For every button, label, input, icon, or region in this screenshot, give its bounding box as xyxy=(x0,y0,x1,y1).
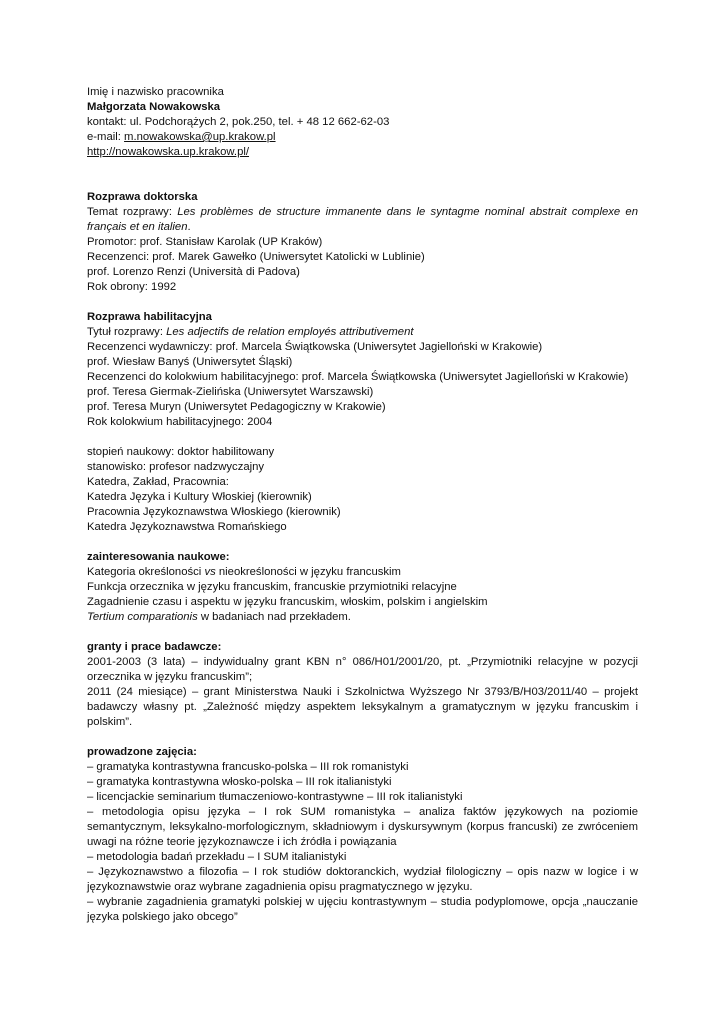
publisher-reviewers: Recenzenci wydawniczy: prof. Marcela Świątkowska (Uniwersytet Jagielloński w Krakowie) xyxy=(87,341,543,353)
grant-item: 2011 (24 miesiące) – grant Ministerstwa Nauki i Szkolnictwa Wyższego Nr 3793/B/H03/2011/40 – projekt badawczy własny pt. „Zależność między aspektem leksykalnym a gramatycznym w języku francuskim i polskim”. xyxy=(87,686,638,728)
unit-item: Katedra Języka i Kultury Włoskiej (kierownik) xyxy=(87,491,312,503)
doctoral-section xyxy=(87,190,638,295)
job-position: stanowisko: profesor nadzwyczajny xyxy=(87,461,265,473)
course-item: – metodologia badań przekładu – I SUM italianistyki xyxy=(87,851,347,863)
doctoral-topic xyxy=(87,205,638,235)
grant-item: 2001-2003 (3 lata) – indywidualny grant KBN n° 086/H01/2001/20, pt. „Przymiotniki relacyjne w pozycji orzecznika w języku francuskim”; xyxy=(87,656,638,683)
doctoral-promoter: Promotor: prof. Stanisław Karolak (UP Kraków) xyxy=(87,236,323,248)
doctoral-reviewers: Recenzenci: prof. Marek Gawełko (Uniwersytet Katolicki w Lublinie) xyxy=(87,251,425,263)
doctoral-topic-title: Les problèmes de structure immanente dans le syntagme nominal abstrait complexe en français et en italien xyxy=(87,206,638,233)
habilitation-title-prefix: Tytuł rozprawy: xyxy=(87,326,167,338)
contact-info: kontakt: ul. Podchorążych 2, pok.250, tel. + 48 12 662-62-03 xyxy=(87,116,390,128)
header-section xyxy=(87,85,638,160)
course-item: – licencjackie seminarium tłumaczeniowo-kontrastywne – III rok italianistyki xyxy=(87,791,463,803)
interest-text: Kategoria określoności xyxy=(87,566,205,578)
doctoral-topic-prefix: Temat rozprawy: xyxy=(87,206,178,218)
email-link[interactable]: m.nowakowska@up.krakow.pl xyxy=(124,131,276,143)
email-line xyxy=(87,130,638,145)
interest-italic: Tertium comparationis xyxy=(87,611,198,623)
doctoral-defense-year: Rok obrony: 1992 xyxy=(87,281,177,293)
course-item: – Językoznawstwo a filozofia – I rok studiów doktoranckich, wydział filologiczny – opis nazw w logice i w językoznawstwie oraz wybrane zagadnienia opisu pragmatycznego w języku. xyxy=(87,866,638,893)
position-section xyxy=(87,445,638,535)
unit-item: Katedra Językoznawstwa Romańskiego xyxy=(87,521,287,533)
interest-item: Zagadnienie czasu i aspektu w języku francuskim, włoskim, polskim i angielskim xyxy=(87,596,488,608)
habilitation-title: Les adjectifs de relation employés attributivement xyxy=(166,326,414,338)
colloquium-reviewer-2: prof. Teresa Giermak-Zielińska (Uniwersytet Warszawski) xyxy=(87,386,374,398)
doctoral-reviewer-2: prof. Lorenzo Renzi (Università di Padova) xyxy=(87,266,300,278)
interest-item xyxy=(87,565,638,580)
document-page xyxy=(87,85,638,925)
habilitation-section xyxy=(87,310,638,430)
courses-section xyxy=(87,745,638,925)
interest-text: w badaniach nad przekładem. xyxy=(197,611,351,623)
course-item: – metodologia opisu języka – I rok SUM romanistyka – analiza faktów językowych na poziomie semantycznym, leksykalno-morfologicznym, składniowym i dyskursywnym (korpus francuski) ze zwróceniem uwagi na różne teorie językoznawcze i ich źródła i powiązania xyxy=(87,806,638,848)
grants-section xyxy=(87,640,638,730)
units-label: Katedra, Zakład, Pracownia: xyxy=(87,476,229,488)
doctoral-topic-end: . xyxy=(187,221,191,233)
colloquium-year: Rok kolokwium habilitacyjnego: 2004 xyxy=(87,416,273,428)
website-link[interactable]: http://nowakowska.up.krakow.pl/ xyxy=(87,146,250,158)
colloquium-reviewers: Recenzenci do kolokwium habilitacyjnego: prof. Marcela Świątkowska (Uniwersytet Jagielloński w Krakowie) xyxy=(87,371,629,383)
doctoral-heading: Rozprawa doktorska xyxy=(87,191,198,203)
academic-degree: stopień naukowy: doktor habilitowany xyxy=(87,446,275,458)
interest-item xyxy=(87,610,638,625)
colloquium-reviewer-3: prof. Teresa Muryn (Uniwersytet Pedagogiczny w Krakowie) xyxy=(87,401,386,413)
publisher-reviewer-2: prof. Wiesław Banyś (Uniwersytet Śląski) xyxy=(87,356,293,368)
employee-name: Małgorzata Nowakowska xyxy=(87,101,221,113)
interests-heading: zainteresowania naukowe: xyxy=(87,551,230,563)
course-item: – wybranie zagadnienia gramatyki polskiej w ujęciu kontrastywnym – studia podyplomowe, opcja „nauczanie języka polskiego jako obcego” xyxy=(87,896,638,923)
habilitation-heading: Rozprawa habilitacyjna xyxy=(87,311,212,323)
grants-heading: granty i prace badawcze: xyxy=(87,641,222,653)
habilitation-title-line xyxy=(87,325,638,340)
unit-item: Pracownia Językoznawstwa Włoskiego (kierownik) xyxy=(87,506,341,518)
course-item: – gramatyka kontrastywna francusko-polska – III rok romanistyki xyxy=(87,761,409,773)
email-prefix: e-mail: xyxy=(87,131,125,143)
interest-vs: vs xyxy=(204,566,216,578)
interests-section xyxy=(87,550,638,625)
name-label: Imię i nazwisko pracownika xyxy=(87,86,224,98)
interest-item: Funkcja orzecznika w języku francuskim, francuskie przymiotniki relacyjne xyxy=(87,581,457,593)
interest-text: nieokreśloności w języku francuskim xyxy=(215,566,401,578)
courses-heading: prowadzone zajęcia: xyxy=(87,746,197,758)
course-item: – gramatyka kontrastywna włosko-polska – III rok italianistyki xyxy=(87,776,392,788)
